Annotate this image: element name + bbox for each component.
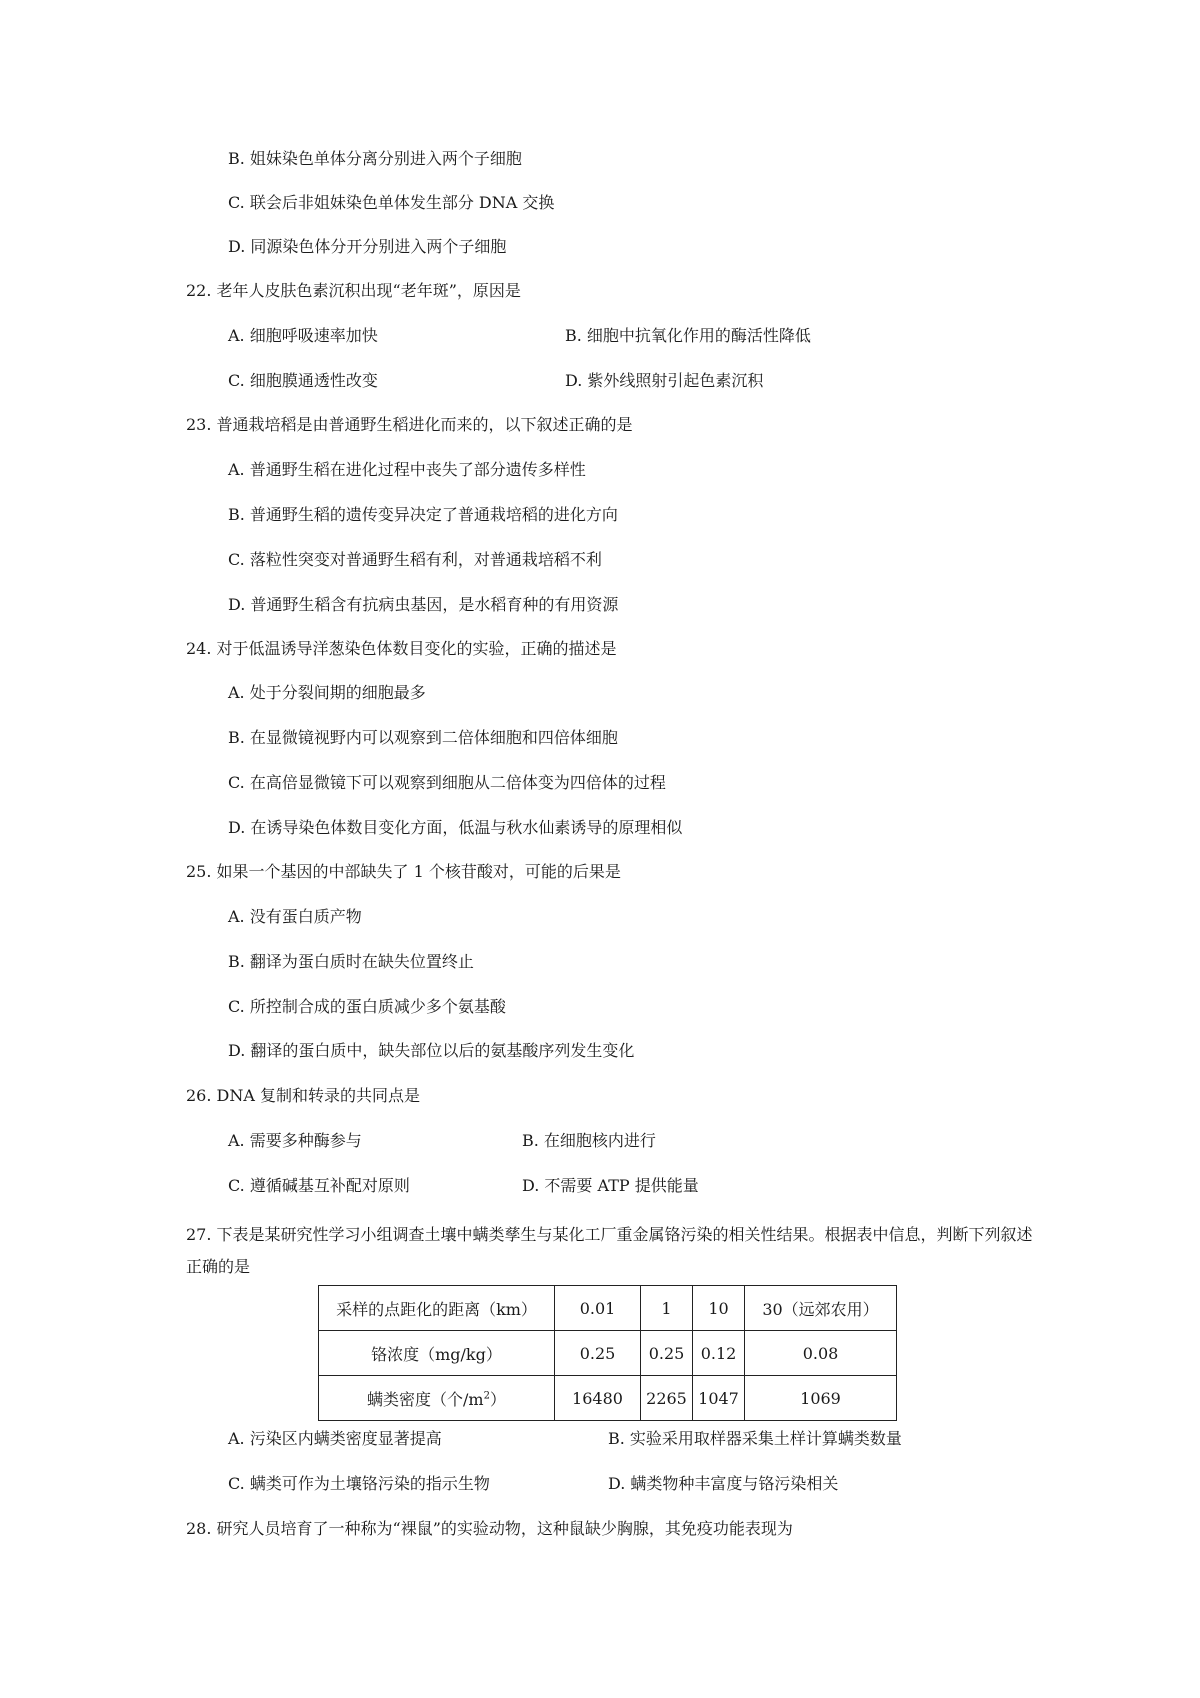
table-cell: 30（远郊农用） (745, 1286, 897, 1331)
q26-option-d: D. 不需要 ATP 提供能量 (522, 1176, 699, 1195)
q21-option-c: C. 联会后非姐妹染色单体发生部分 DNA 交换 (228, 193, 555, 212)
q22-option-c: C. 细胞膜通透性改变 (228, 371, 378, 390)
q27-option-c: C. 螨类可作为土壤铬污染的指示生物 (228, 1474, 490, 1493)
q23-option-b: B. 普通野生稻的遗传变异决定了普通栽培稻的进化方向 (228, 505, 618, 524)
q22-option-a: A. 细胞呼吸速率加快 (228, 326, 378, 345)
table-cell: 1069 (745, 1376, 897, 1421)
q27-stem: 27. 下表是某研究性学习小组调查土壤中螨类孳生与某化工厂重金属铬污染的相关性结果。根据表中信息，判断下列叙述正确的是 (186, 1225, 1033, 1276)
table-cell: 铬浓度（mg/kg） (319, 1331, 555, 1376)
table-row (319, 1376, 897, 1421)
q24-option-a: A. 处于分裂间期的细胞最多 (228, 683, 426, 702)
q23-stem: 23. 普通栽培稻是由普通野生稻进化而来的，以下叙述正确的是 (186, 415, 633, 434)
q27-option-d: D. 螨类物种丰富度与铬污染相关 (608, 1474, 839, 1493)
q27-option-a: A. 污染区内螨类密度显著提高 (228, 1429, 442, 1448)
q24-stem: 24. 对于低温诱导洋葱染色体数目变化的实验，正确的描述是 (186, 639, 617, 658)
q24-option-b: B. 在显微镜视野内可以观察到二倍体细胞和四倍体细胞 (228, 728, 618, 747)
q25-option-c: C. 所控制合成的蛋白质减少多个氨基酸 (228, 997, 506, 1016)
table-cell: 2265 (641, 1376, 693, 1421)
density-unit-close: ） (489, 1389, 506, 1409)
table-cell: 0.12 (693, 1331, 745, 1376)
q26-option-c: C. 遵循碱基互补配对原则 (228, 1176, 410, 1195)
table-cell: 16480 (555, 1376, 641, 1421)
q22-option-b: B. 细胞中抗氧化作用的酶活性降低 (565, 326, 811, 345)
q27-option-b: B. 实验采用取样器采集土样计算螨类数量 (608, 1429, 902, 1448)
table-cell: 0.08 (745, 1331, 897, 1376)
q25-option-d: D. 翻译的蛋白质中，缺失部位以后的氨基酸序列发生变化 (228, 1041, 635, 1060)
table-cell (319, 1376, 555, 1421)
q25-option-a: A. 没有蛋白质产物 (228, 907, 362, 926)
q26-option-a: A. 需要多种酶参与 (228, 1131, 362, 1150)
table-cell: 1 (641, 1286, 693, 1331)
q25-stem: 25. 如果一个基因的中部缺失了 1 个核苷酸对，可能的后果是 (186, 862, 621, 881)
table-cell: 10 (693, 1286, 745, 1331)
table-row (319, 1286, 897, 1331)
q26-stem: 26. DNA 复制和转录的共同点是 (186, 1086, 421, 1105)
q21-option-d: D. 同源染色体分开分别进入两个子细胞 (228, 237, 507, 256)
q26-option-b: B. 在细胞核内进行 (522, 1131, 656, 1150)
table-cell: 0.25 (555, 1331, 641, 1376)
density-label: 螨类密度（个/m (367, 1389, 484, 1409)
density-unit-exponent: 2 (483, 1390, 490, 1402)
q24-option-d: D. 在诱导染色体数目变化方面，低温与秋水仙素诱导的原理相似 (228, 818, 683, 837)
q24-option-c: C. 在高倍显微镜下可以观察到细胞从二倍体变为四倍体的过程 (228, 773, 666, 792)
table-cell: 0.01 (555, 1286, 641, 1331)
q23-option-a: A. 普通野生稻在进化过程中丧失了部分遗传多样性 (228, 460, 586, 479)
q25-option-b: B. 翻译为蛋白质时在缺失位置终止 (228, 952, 474, 971)
chromium-mite-table (318, 1285, 897, 1421)
q22-stem: 22. 老年人皮肤色素沉积出现“老年斑”，原因是 (186, 281, 521, 300)
table-cell: 采样的点距化的距离（km） (319, 1286, 555, 1331)
q23-option-c: C. 落粒性突变对普通野生稻有利，对普通栽培稻不利 (228, 550, 602, 569)
table-cell: 0.25 (641, 1331, 693, 1376)
table-row (319, 1331, 897, 1376)
q23-option-d: D. 普通野生稻含有抗病虫基因，是水稻育种的有用资源 (228, 595, 619, 614)
q22-option-d: D. 紫外线照射引起色素沉积 (565, 371, 764, 390)
table-cell: 1047 (693, 1376, 745, 1421)
q28-stem: 28. 研究人员培育了一种称为“裸鼠”的实验动物，这种鼠缺少胸腺，其免疫功能表现为 (186, 1519, 793, 1538)
q21-option-b: B. 姐妹染色单体分离分别进入两个子细胞 (228, 149, 522, 168)
